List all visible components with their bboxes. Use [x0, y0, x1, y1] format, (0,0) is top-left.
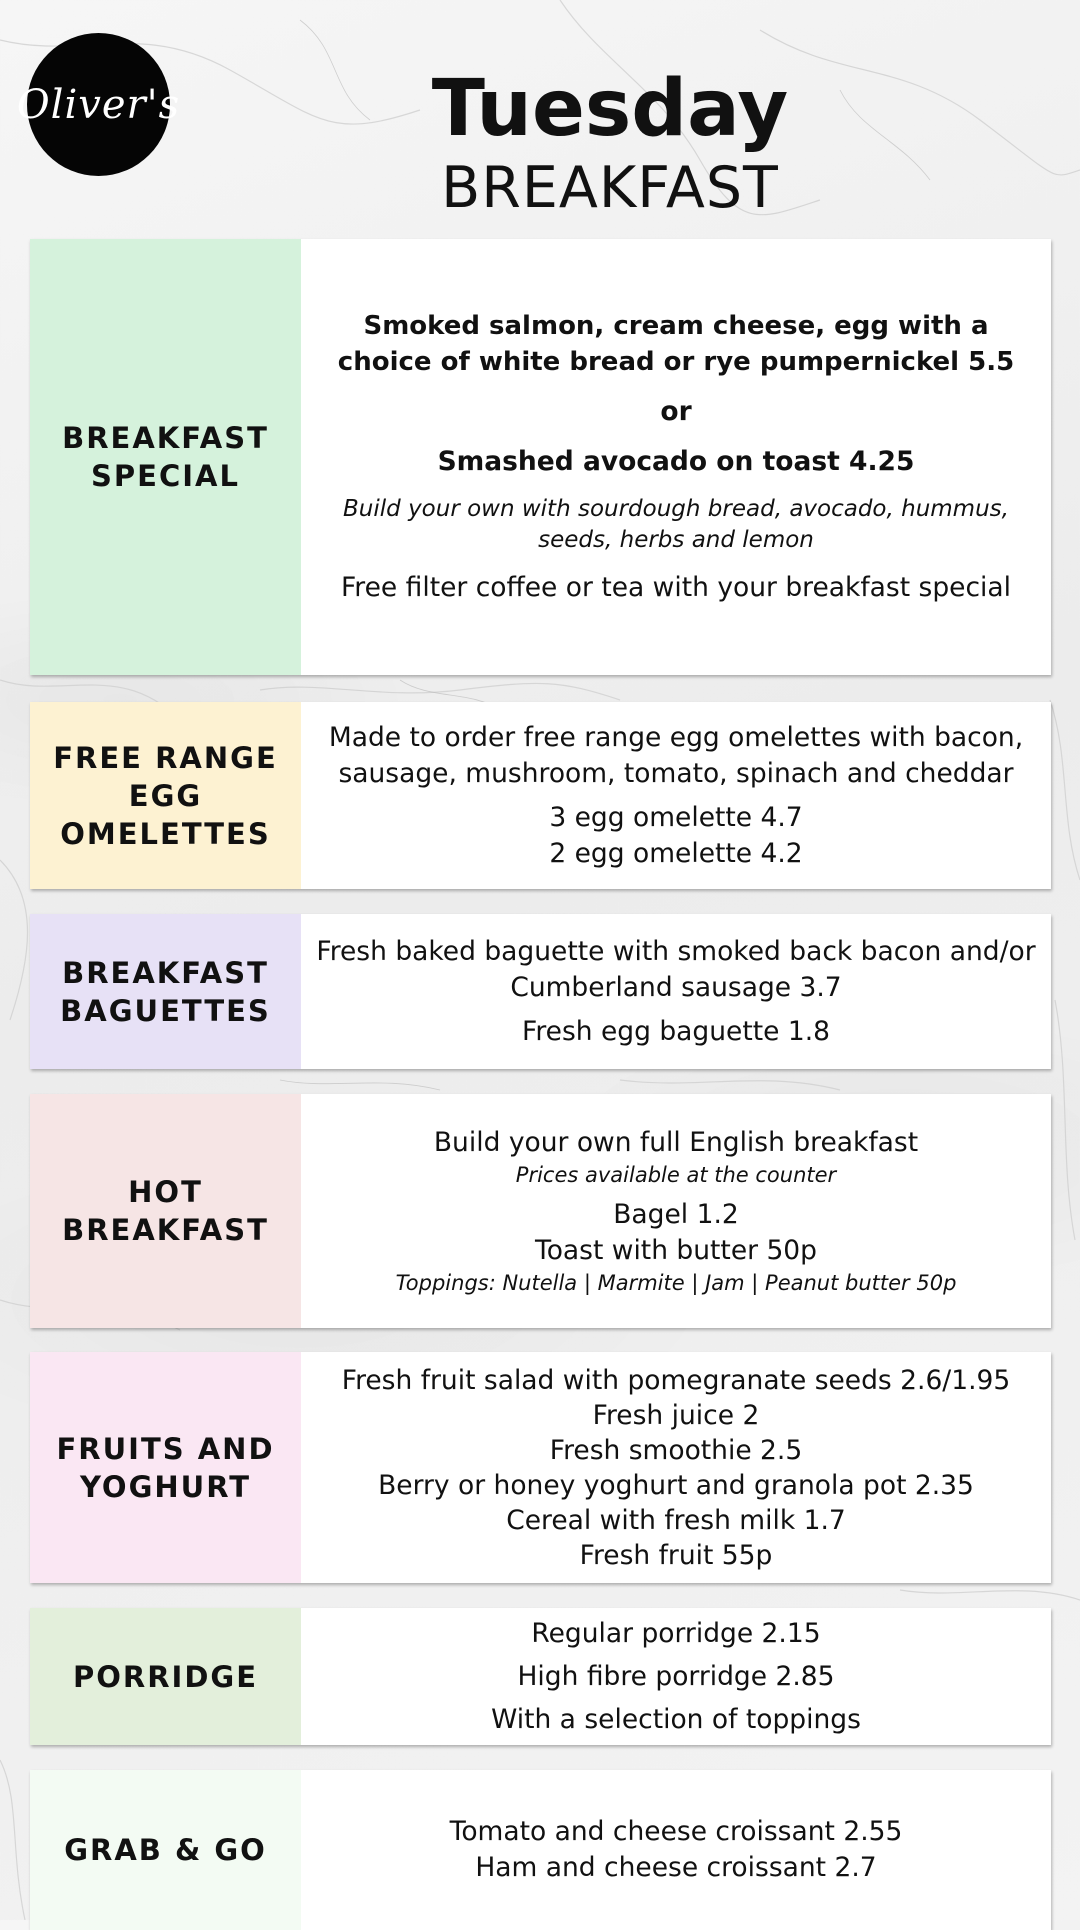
- menu-item: Fresh fruit 55p: [579, 1539, 773, 1571]
- section-egg-omelettes: [30, 702, 1051, 889]
- menu-item: Ham and cheese croissant 2.7: [475, 1852, 877, 1883]
- menu-item-note: Build your own with sourdough bread, avocado, hummus, seeds, herbs and lemon: [343, 496, 1009, 553]
- section-fruits-yoghurt: [30, 1352, 1051, 1583]
- section-body: [301, 239, 1051, 675]
- day-title: Tuesday: [431, 64, 789, 154]
- section-body: [301, 702, 1051, 889]
- section-body: [301, 1770, 1051, 1930]
- section-breakfast-baguettes: [30, 914, 1051, 1069]
- section-label: BREAKFAST SPECIAL: [30, 239, 301, 675]
- menu-item: Made to order free range egg omelettes with bacon, sausage, mushroom, tomato, spinach and cheddar: [328, 721, 1024, 789]
- menu-item: Free filter coffee or tea with your breakfast special: [340, 572, 1012, 603]
- menu-item: Tomato and cheese croissant 2.55: [449, 1816, 903, 1847]
- logo-text: Oliver's: [16, 81, 181, 128]
- menu-item: Smashed avocado on toast 4.25: [437, 446, 915, 477]
- section-label: FREE RANGE EGG OMELETTES: [30, 702, 301, 889]
- menu-item-note: Toppings: Nutella | Marmite | Jam | Peanut butter 50p: [395, 1271, 957, 1295]
- menu-item: Fresh baked baguette with smoked back bacon and/or Cumberland sausage 3.7: [316, 935, 1036, 1003]
- menu-item: With a selection of toppings: [491, 1704, 861, 1735]
- section-porridge: [30, 1608, 1051, 1745]
- menu-item: Smoked salmon, cream cheese, egg with a choice of white bread or rye pumpernickel 5.5: [337, 311, 1015, 377]
- page-header: [300, 64, 920, 222]
- section-body: [301, 1094, 1051, 1328]
- section-body: [301, 1608, 1051, 1745]
- menu-item: 2 egg omelette 4.2: [549, 837, 803, 869]
- section-hot-breakfast: [30, 1094, 1051, 1328]
- section-grab-and-go: [30, 1770, 1051, 1930]
- menu-item: Regular porridge 2.15: [531, 1618, 821, 1649]
- menu-item: Fresh smoothie 2.5: [549, 1434, 803, 1466]
- section-label: FRUITS AND YOGHURT: [30, 1352, 301, 1583]
- menu-item: Fresh egg baguette 1.8: [522, 1015, 830, 1047]
- section-label: BREAKFAST BAGUETTES: [30, 914, 301, 1069]
- menu-item: 3 egg omelette 4.7: [549, 801, 803, 833]
- menu-item: Fresh juice 2: [592, 1399, 760, 1431]
- section-body: [301, 914, 1051, 1069]
- section-label: PORRIDGE: [30, 1608, 301, 1745]
- menu-item: or: [660, 396, 692, 427]
- logo: [16, 33, 181, 176]
- meal-title: BREAKFAST: [441, 155, 779, 221]
- menu-item: Cereal with fresh milk 1.7: [506, 1504, 846, 1536]
- menu-item: Toast with butter 50p: [535, 1235, 817, 1266]
- section-label: HOT BREAKFAST: [30, 1094, 301, 1328]
- menu-item-note: Prices available at the counter: [515, 1163, 837, 1187]
- menu-item: Bagel 1.2: [613, 1199, 739, 1230]
- section-body: [301, 1352, 1051, 1583]
- menu-item: Build your own full English breakfast: [433, 1127, 919, 1158]
- section-label: GRAB & GO: [30, 1770, 301, 1930]
- section-breakfast-special: [30, 239, 1051, 675]
- menu-item: Fresh fruit salad with pomegranate seeds 2.6/1.95: [341, 1364, 1011, 1396]
- menu-item: Berry or honey yoghurt and granola pot 2.35: [378, 1469, 974, 1501]
- menu-item: High fibre porridge 2.85: [517, 1661, 835, 1692]
